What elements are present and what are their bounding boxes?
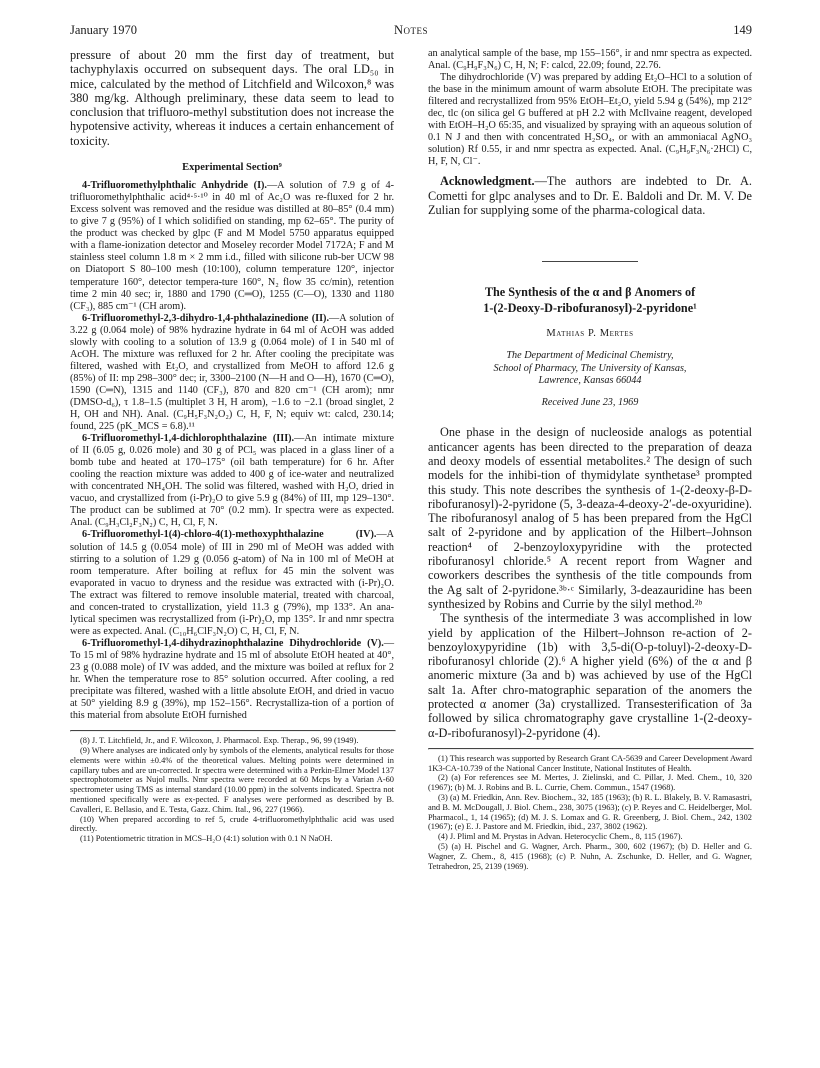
paragraph-3-text: —An intimate mixture of II (6.05 g, 0.026 mole) and 30 g of PCl₅ was placed in a glass liner of a bomb tube and heated at 170–175° (oil bath temperature) for 6 hr. After cooling the reaction mixture was added to 400 g of ice-water and neutralized with concentrated NH₄OH. The solid was filtered, washed with H₂O, dried in vacuo, and crystallized from (i-Pr)₂O to give 5.9 g (84%) of III, mp 129–130°. The product can be sublimed at 70° (0.2 mm). Ir spectra were as expected. Anal. (C₉H₃Cl₂F₃N₂) C, H, Cl, F, N.	[70, 433, 394, 529]
paragraph-2-text: —A solution of 3.22 g (0.064 mole) of 98% hydrazine hydrate in 64 ml of AcOH was added slowly with cooling to a solution of 13.9 g (0.064 mole) of I in 540 ml of AcOH. The mixture was refluxed for 2 hr. After cooling the precipitate was filtered, washed with Et₂O, and crystallized from MeOH to afford 12.6 g (85%) of II: mp 298–300° dec; ir, 3300–2100 (N—H and O—H), 1670 (C═O), 1590 (C═N), 1315 and 1140 (CF₃), 870 and 820 cm⁻¹ (CH arom); nmr (DMSO-d₆), τ 1.8–1.5 (multiplet 3 H, H arom), −1.6 to −2.1 (broad singlet, 2 H, OH and NH). Anal. (C₉H₅F₃N₂O₂) C, H, F, N; equiv wt: calcd, 230.14; found, 225 (pK_MCS = 6.8).¹¹	[70, 312, 394, 433]
compound-title-4: 6-Trifluoromethyl-1(4)-chloro-4(1)-methoxyphthalazine (IV).	[82, 529, 377, 541]
footnote: (2) (a) For references see M. Mertes, J. Zielinski, and C. Pillar, J. Med. Chem., 10, 320 (1967); (b) M. J. Robins and B. L. Currie, Chem. Commun., 1547 (1968).	[428, 773, 752, 793]
footnote-rule	[428, 748, 754, 750]
affiliation-line-3: Lawrence, Kansas 66044	[538, 375, 642, 386]
footnote: (1) This research was supported by Research Grant CA-5639 and Career Development Award 1K3-CA-10.739 of the National Cancer Institute, National Institutes of Health.	[428, 753, 752, 773]
footnote: (3) (a) M. Friedkin, Ann. Rev. Biochem., 32, 185 (1963); (b) R. L. Blakely, B. V. Ramasastri, and B. M. McDougall, J. Biol. Chem., 238, 3075 (1963); (c) P. Reyes and C. Heidelberger, Mol. Pharmacol., 1, 14 (1965); (d) M. J. S. Lomax and G. R. Greenberg, J. Biol. Chem., 242, 1302 (1967); (e) E. J. Pastore and M. Friedkin, ibid., 237, 3802 (1962).	[428, 793, 752, 832]
compound-title-2: 6-Trifluoromethyl-2,3-dihydro-1,4-phthalazinedione (II).	[82, 312, 329, 324]
experimental-paragraph-2	[70, 313, 394, 433]
footnote: (9) Where analyses are indicated only by symbols of the elements, analytical results for those elements were within ±0.4% of the theoretical values. Melting points were determined in capillary tubes and are un-corrected. Ir spectra were determined with a Perkin-Elmer Model 137 spectrophotometer as Nujol mulls. Nmr spectra were recorded at 60 Mcps by a Varian A-60 spectrometer using TMS as internal standard (10.00 ppm) in the solvents indicated. Spectra not mentioned specifically were as ex-pected. F analyses were performed as described by B. Cavalleri, E. Bellasio, and E. Testa, Gazz. Chim. Ital., 96, 227 (1966).	[70, 746, 394, 814]
dihydrochloride-paragraph: The dihydrochloride (V) was prepared by adding Et₂O–HCl to a solution of the base in the minimum amount of warm absolute EtOH. The precipitate was filtered and recrystallized from 95% EtOH–Et₂O, yield 5.94 g (54%), mp 212° dec, tlc (on silica gel G buffered at pH 2.2 with McIlvaine reagent, developed with EtOH–H₂O 65:35, and visualized by spraying with an aqueous solution of 0.1 N J and then with concentrated H₂SO₄, or with an ammoniacal AgNO₃ solution) Rf 0.55, ir and nmr spectra as expected. Anal. (C₉H₉F₃N₆·2HCl) C, H, F, N, Cl⁻.	[428, 72, 752, 168]
article-title-line-2: 1-(2-Deoxy-D-ribofuranosyl)-2-pyridone¹	[483, 301, 697, 316]
affiliation-line-1: The Department of Medicinal Chemistry,	[506, 350, 674, 362]
acknowledgment-text: —The authors are indebted to Dr. A. Cometti for glpc analyses and to Dr. E. Baldoli and Dr. M. V. De Zulian for supplying some of the pharma-cological data.	[428, 174, 752, 218]
right-column	[428, 48, 752, 871]
lead-paragraph: pressure of about 20 mm the first day of treatment, but tachyphylaxis occurred on subsequent days. The oral LD₅₀ in mice, calculated by the method of Litchfield and Wilcoxon,⁸ was 380 mg/kg. Although preliminary, these data seem to lead to conclusion that trifluoro-methyl substitution does not increase the hypotensive activity, whereas it induces a certain enhancement of toxicity.	[70, 48, 394, 148]
paragraph-1-text: —A solution of 7.9 g of 4-trifluoromethylphthalic acid⁴·⁵·¹⁰ in 40 ml of Ac₂O was re-fluxed for 2 hr. Excess solvent was removed and the residue was distilled at 80–85° (0.4 mm) to give 7 g (95%) of I which solidified on standing, mp 62–65°. The purity of the product was checked by glpc (F and M Model 5750 apparatus equipped with a flame-ionization detector and Moseley recorder Model 7172A; F and M stainless steel column 1.8 m × 2 mm i.d., filled with silicone rub-ber UCW 98 on Diatoport S 80–100 mesh (10:100), column temperature 120°, injector temperature 160°, detector tempera-ture 160°, N₂ flow 35 cc/min), retention time 2 min 40 sec; ir, 1880 and 1790 (C═O), 1255 (C—O), 1330 and 1180 (CF₃), 885 cm⁻¹ (CH arom).	[70, 180, 394, 312]
header-section: Notes	[393, 23, 429, 37]
experimental-section-title: Experimental Section⁹	[182, 162, 282, 174]
footnote: (8) J. T. Litchfield, Jr., and F. Wilcoxon, J. Pharmacol. Exp. Therap., 96, 99 (1949).	[80, 736, 359, 746]
article-body-paragraph-2: The synthesis of the intermediate 3 was accomplished in low yield by application of the Hilbert–Johnson re-action of 2-benzoyloxypyridine (1b) with 3,5-di(O-p-toluyl)-2-deoxy-D-ribofuranosyl chloride (2).⁶ A higher yield (6%) of the α and β anomeric mixture (3a and b) was achieved by use of the HgCl salt 1a. After chro-matographic separation of the anomers the protected α anomer (3a) crystallized. Transesterification of 3a followed by silica chromatography gave crystalline 1-(2-deoxy-α-D-ribofuranosyl)-2-pyridone (4).	[428, 611, 752, 740]
footnote: (10) When prepared according to ref 5, crude 4-trifluoromethylphthalic acid was used directly.	[70, 814, 394, 834]
footnote: (5) (a) H. Pischel and G. Wagner, Arch. Pharm., 300, 602 (1967); (b) D. Heller and G. Wagner, Z. Chem., 8, 415 (1968); (c) P. Nuhn, A. Zschunke, D. Heller, and G. Wagner, Tetrahedron, 25, 2139 (1969).	[428, 842, 752, 871]
running-header	[70, 22, 752, 38]
experimental-paragraph-5	[70, 638, 394, 722]
acknowledgment-title: Acknowledgment.	[440, 174, 535, 189]
left-column	[70, 48, 394, 844]
left-footnotes	[70, 736, 394, 844]
footnote: (11) Potentiometric titration in MCS–H₂O (4:1) solution with 0.1 N NaOH.	[80, 834, 333, 844]
received-date: Received June 23, 1969	[541, 397, 639, 409]
right-footnotes	[428, 754, 752, 872]
continued-paragraph: an analytical sample of the base, mp 155–156°, ir and nmr spectra as expected. Anal. (C₉H₉F₃N₆) C, H, N; F: calcd, 22.09; found, 22.76.	[428, 48, 752, 72]
footnote-rule	[70, 730, 396, 732]
experimental-paragraph-3	[70, 433, 394, 529]
header-page-number: 149	[733, 23, 752, 37]
affiliation-line-2: School of Pharmacy, The University of Kansas,	[493, 362, 687, 374]
acknowledgment-paragraph	[428, 174, 752, 217]
footnote: (4) J. Pliml and M. Prystas in Advan. Heterocyclic Chem., 8, 115 (1967).	[438, 832, 683, 842]
paragraph-5-text: —To 15 ml of 98% hydrazine hydrate and 15 ml of absolute EtOH heated at 40°, 23 g (0.088 mole) of IV was added, and the mixture was boiled at reflux for 2 hr. When the temperature rose to 85° solution occurred. After cooling, a red precipitate was filtered, washed with a little absolute EtOH, and dried in vacuo at 50° yielding 8.9 g (39%), mp 152–156°. Recrystalliza-tion of a portion of this material from absolute EtOH furnished	[70, 637, 394, 722]
article-title-line-1: The Synthesis of the α and β Anomers of	[484, 285, 696, 300]
experimental-paragraph-1	[70, 180, 394, 313]
compound-title-5: 6-Trifluoromethyl-1,4-dihydrazinophthalazine Dihydrochloride (V).	[82, 637, 384, 649]
experimental-paragraph-4	[70, 529, 394, 637]
article-body-paragraph-1: One phase in the design of nucleoside analogs as potential anticancer agents has been directed to the preparation of deaza and deoxy models of essential metabolites.² The design of such models for the inhibi-tion of thymidylate synthetase³ prompted this study. This note describes the synthesis of 1-(2-deoxy-β-D-ribofuranosyl)-2-pyridone (5, 3-deaza-4-deoxy-2′-de-oxyuridine). The ribofuranosyl analog of 5 has been prepared from the HgCl salt of 2-pyridone and by application of the Hilbert–Johnson reaction⁴ of 2-benzoyloxypyridine with the protected ribofuranosyl chloride.⁵ A recent report from Wagner and coworkers describes the synthesis of the title compounds from the Ag salt of 2-pyridone.³ᵇ·ᶜ Similarly, 3-deazauridine has been synthesized by Robins and Currie by the silyl method.²ᵇ	[428, 425, 752, 611]
paragraph-4-text: —A solution of 14.5 g (0.054 mole) of III in 290 ml of MeOH was added with stirring to a solution of 1.29 g (0.056 g-atom) of Na in 100 ml of MeOH at room temperature. After boiling at reflux for 45 min the solvent was evaporated in vacuo to dryness and the residue was extracted with (i-Pr)₂O. The extract was filtered to remove insoluble material, treated with charcoal, and concen-trated to crystallization, yield 11.3 g (79%), mp 133°. An ana-lytical specimen was recrystallized from (i-Pr)₂O, mp 135°. Ir and nmr spectra were as expected. Anal. (C₁₀H₆ClF₃N₂O) C, H, Cl, F, N.	[70, 529, 394, 637]
compound-title-3: 6-Trifluoromethyl-1,4-dichlorophthalazine (III).	[82, 433, 295, 445]
compound-title-1: 4-Trifluoromethylphthalic Anhydride (I).	[82, 180, 267, 192]
header-date: January 1970	[70, 23, 137, 37]
article-author: Mathias P. Mertes	[546, 328, 634, 340]
